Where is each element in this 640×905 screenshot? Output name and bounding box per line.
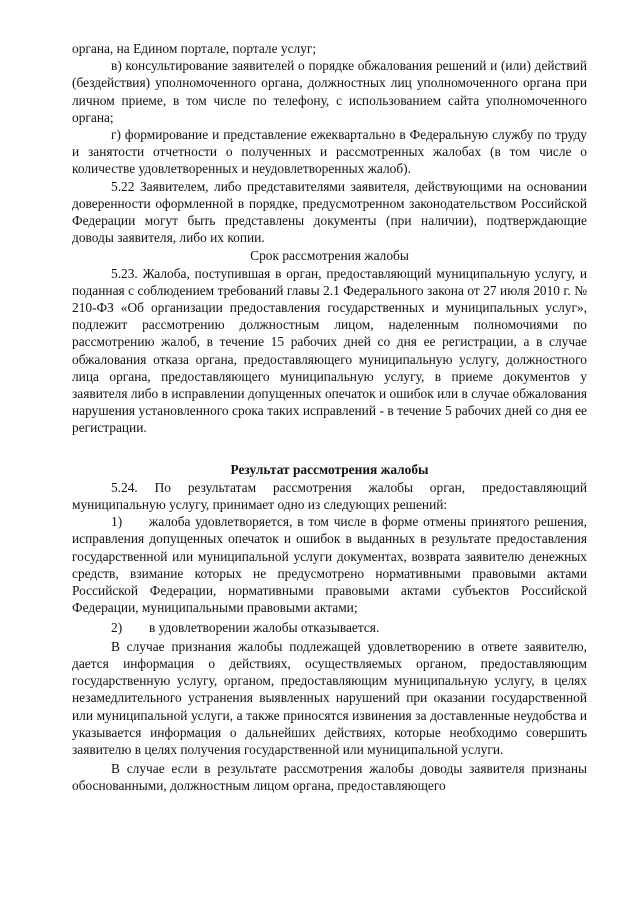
section-heading-term: Срок рассмотрения жалобы (250, 248, 409, 264)
list-marker-1: 1) (111, 514, 123, 530)
list-marker-2: 2) (111, 619, 123, 635)
paragraph-5-22: 5.22 Заявителем, либо представителями заявителя, действующими на основании доверенности оформленной в порядке, предусмотренном законодательством Российской Федерации могут быть представлены документы (при наличии), подтверждающие доводы заявителя, либо их копии. (72, 178, 587, 246)
paragraph-case-justified: В случае если в результате рассмотрения жалобы доводы заявителя признаны обоснованными, должностным лицом органа, предоставляющего (72, 761, 587, 794)
paragraph-5-23: 5.23. Жалоба, поступившая в орган, предоставляющий муниципальную услугу, и поданная с соблюдением требований главы 2.1 Федерального закона от 27 июля 2010 г. № 210-ФЗ «Об организации предоставления государственных и муниципальных услуг», подлежит рассмотрению должностным лицом, наделенным полномочиями по рассмотрению жалоб, в течение 15 рабочих дней со дня ее регистрации, а в случае обжалования отказа органа, предоставляющего муниципальную услугу, должностного лица органа, предоставляющего муниципальную услугу, в приеме документов у заявителя либо в исправлении допущенных опечаток и ошибок или в случае обжалования нарушения установленного срока таких исправлений - в течение 5 рабочих дней со дня ее регистрации. (72, 265, 587, 436)
section-heading-result: Результат рассмотрения жалобы (230, 461, 429, 477)
paragraph-5-24: 5.24. По результатам рассмотрения жалобы орган, предоставляющий муниципальную услугу, принимает одно из следующих решений: (72, 479, 587, 513)
document-page (72, 40, 587, 795)
list-item-2 (72, 619, 587, 636)
paragraph-case-satisfied: В случае признания жалобы подлежащей удовлетворению в ответе заявителю, дается информация о действиях, осуществляемых органом, предоставляющим государственную услугу, органом, предоставляющим муниципальную услугу, в целях незамедлительного устранения выявленных нарушений при оказании государственной или муниципальной услуги, а также приносятся извинения за доставленные неудобства и указывается информация о дальнейших действиях, которые необходимо совершить заявителю в целях получения государственной или муниципальной услуги. (72, 638, 587, 757)
paragraph-item-g: г) формирование и представление ежеквартально в Федеральную службу по труду и занятости отчетности о полученных и рассмотренных жалобах (в том числе о количестве удовлетворенных и неудовлетворенных жалоб). (72, 127, 587, 177)
list-text-2: в удовлетворении жалобы отказывается. (149, 619, 380, 635)
list-text-1: жалоба удовлетворяется, в том числе в форме отмены принятого решения, исправления допущенных опечаток и ошибок в выданных в результате предоставления государственной или муниципальной услуги документах, возврата заявителю денежных средств, взимание которых не предусмотрено нормативными правовыми актами Российской Федерации, нормативными правовыми актами субъектов Российской Федерации, муниципальными правовыми актами; (72, 514, 587, 616)
list-item-1 (72, 513, 587, 616)
paragraph-item-v: в) консультирование заявителей о порядке обжалования решений и (или) действий (бездействия) уполномоченного органа, должностных лиц уполномоченного органа при личном приеме, в том числе по телефону, с использованием сайта уполномоченного органа; (72, 58, 587, 125)
paragraph-intro-end: органа, на Едином портале, портале услуг; (72, 41, 317, 56)
